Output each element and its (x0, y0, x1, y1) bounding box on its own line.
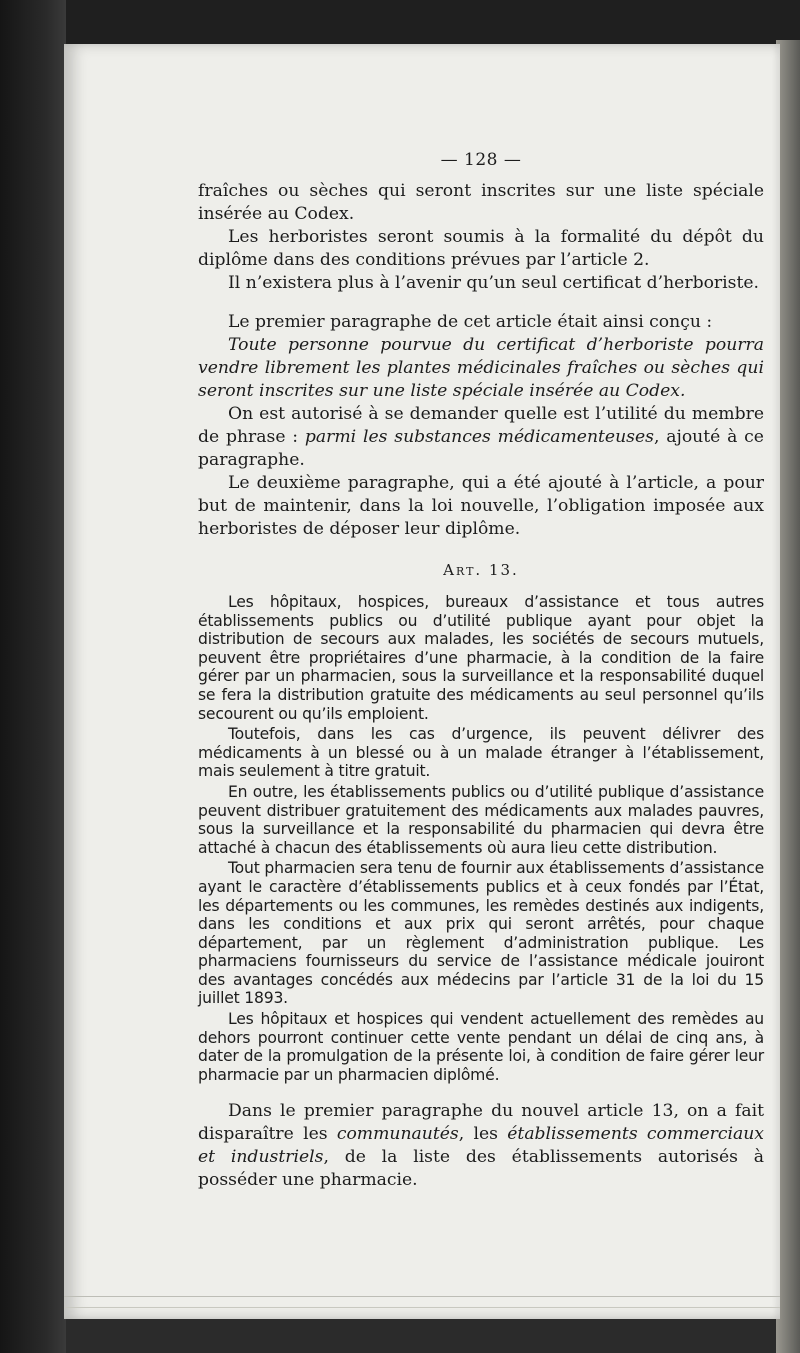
commentary-paragraph: Le deuxième paragraphe, qui a été ajouté à l’article, a pour but de maintenir, dans la loi nouvelle, l’obligation imposée aux herboristes de déposer leur diplôme. (198, 473, 764, 539)
page-bottom-edge (64, 1296, 780, 1308)
article-heading: Art. 13. (443, 561, 519, 579)
commentary-paragraph (198, 403, 764, 472)
commentary-text: Dans le premier paragraphe du nouvel article 13, on a fait disparaître les (198, 1101, 764, 1145)
commentary-text: On est autorisé à se demander quelle est l’utilité du membre de phrase : (198, 404, 764, 447)
article-paragraph: En outre, les établissements publics ou d’utilité publique d’assistance peuvent distribuer gratuitement des médicaments aux malades pauvres, sous la surveillance et la responsabilité du pharmacien qui devra être attaché à chacun des établissements où aura lieu cette distribution. (198, 782, 764, 857)
page-content (198, 150, 764, 1192)
article-paragraph: Toutefois, dans les cas d’urgence, ils peuvent délivrer des médicaments à un blessé ou à un malade étranger à l’établissement, mais seulement à titre gratuit. (198, 725, 764, 781)
intro-paragraph: Les herboristes seront soumis à la formalité du dépôt du diplôme dans des conditions prévues par l’article 2. (198, 227, 764, 270)
quoted-text: Toute personne pourvue du certificat d’herboriste pourra vendre librement les plantes médicinales fraîches ou sèches qui seront inscrites sur une liste spéciale insérée au Codex. (198, 335, 764, 401)
commentary-text: , ajouté à ce paragraphe. (198, 427, 764, 470)
article-paragraph: Les hôpitaux, hospices, bureaux d’assistance et tous autres établissements publics ou d’utilité publique ayant pour objet la distribution de secours aux malades, les sociétés de secours mutuels, peuvent être propriétaires d’une pharmacie, à la condition de la faire gérer par un pharmacien, sous la surveillance et la responsabilité duquel se fera la distribution gratuite des médicaments au seul personnel qu’ils secourent ou qu’ils emploient. (198, 593, 764, 723)
emphasized-phrase: établissements commerciaux et industriels (198, 1124, 764, 1168)
final-commentary-paragraph (198, 1100, 764, 1192)
commentary-text: , les (458, 1124, 508, 1145)
intro-paragraph: fraîches ou sèches qui seront inscrites sur une liste spéciale insérée au Codex. (198, 181, 764, 224)
emphasized-phrase: parmi les substances médicamenteuses (304, 427, 654, 447)
scan-background-top (0, 0, 800, 48)
page-number: — 128 — (440, 150, 522, 170)
article-paragraph: Les hôpitaux et hospices qui vendent actuellement des remèdes au dehors pourront continuer cette vente pendant un délai de cinq ans, à dater de la promulgation de la présente loi, à condition de faire gérer leur pharmacie par un pharmacien diplômé. (198, 1010, 764, 1084)
intro-paragraph: Il n’existera plus à l’avenir qu’un seul certificat d’herboriste. (228, 273, 759, 293)
article-paragraph: Tout pharmacien sera tenu de fournir aux établissements d’assistance ayant le caractère d’établissements publics et à ceux fondés par l’État, les départements ou les communes, les remèdes destinés aux indigents, dans les conditions et aux prix qui seront arrêtés, pour chaque département, par un règlement d’administration publique. Les pharmaciens fournisseurs du service de l’assistance médicale jouiront des avantages concédés aux médecins par l’article 31 de la loi du 15 juillet 1893. (198, 859, 764, 1008)
commentary-paragraph: Le premier paragraphe de cet article était ainsi conçu : (228, 312, 713, 332)
emphasized-phrase: communautés (336, 1124, 459, 1145)
commentary-text: , de la liste des établissements autorisés à posséder une pharmacie. (198, 1147, 764, 1191)
book-spine-shadow (0, 0, 66, 1353)
